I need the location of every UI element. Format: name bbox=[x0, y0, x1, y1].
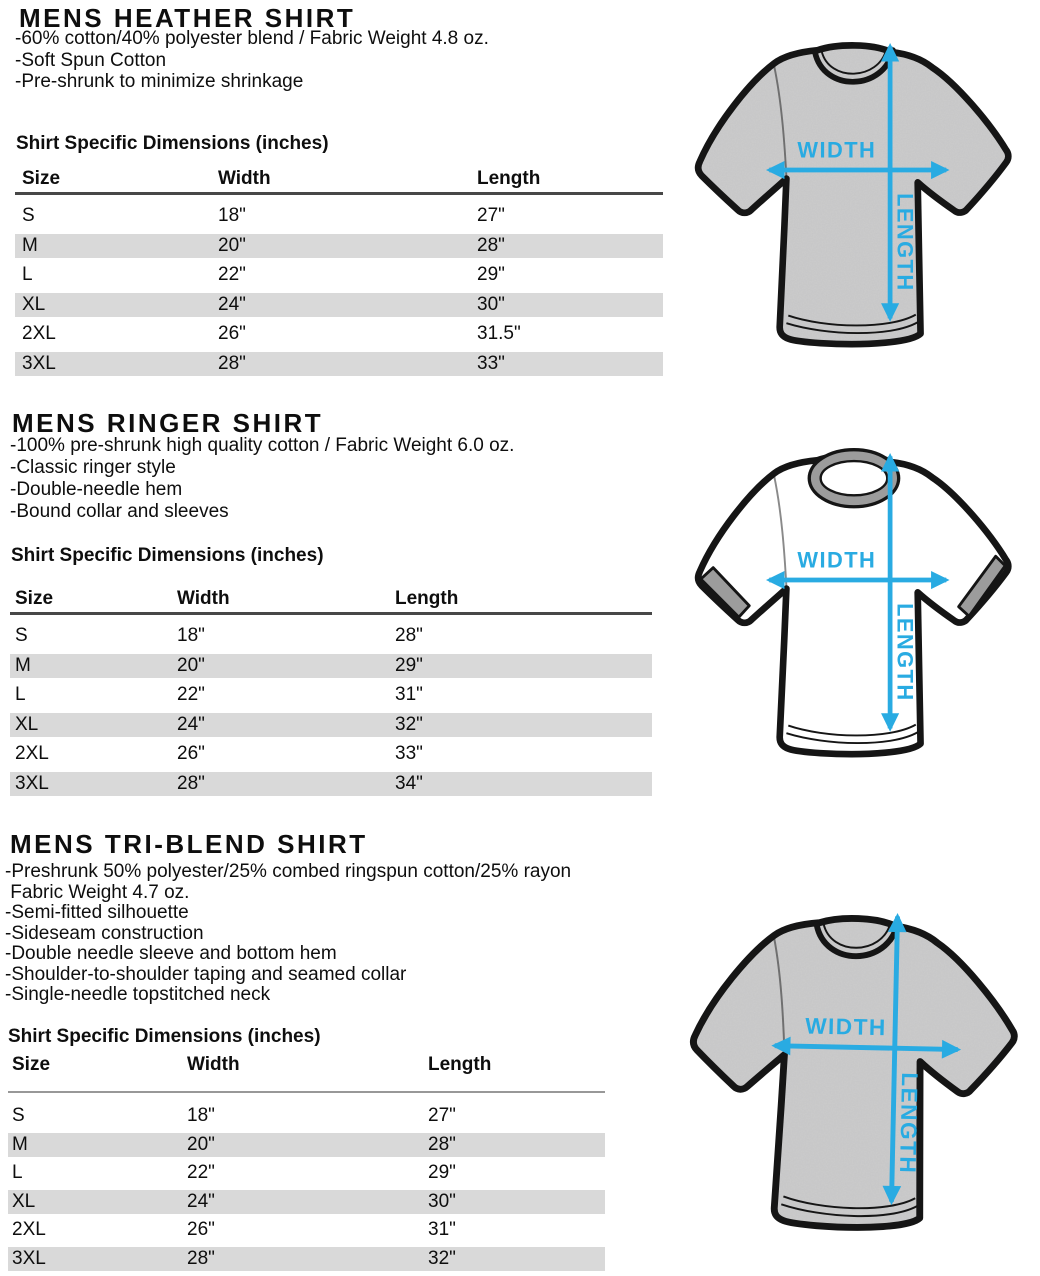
table-row bbox=[10, 624, 652, 648]
bullet-line: -Sideseam construction bbox=[5, 922, 204, 944]
table-cell: 3XL bbox=[22, 352, 56, 374]
col-header-width: Width bbox=[187, 1053, 240, 1075]
table-row bbox=[15, 352, 663, 376]
table-cell: 29" bbox=[477, 264, 505, 285]
table-cell: 24" bbox=[218, 293, 246, 315]
table-cell: 30" bbox=[477, 293, 505, 315]
section-title: MENS RINGER SHIRT bbox=[12, 408, 324, 438]
col-header-width: Width bbox=[218, 167, 271, 189]
heather-texture bbox=[672, 886, 1034, 1250]
table-header-row bbox=[8, 1051, 605, 1078]
table-cell: L bbox=[22, 264, 33, 285]
table-cell: 26" bbox=[218, 323, 246, 344]
table-row bbox=[8, 1190, 605, 1214]
heather-texture bbox=[682, 14, 1024, 366]
table-body bbox=[15, 204, 663, 376]
bullet-line: -Preshrunk 50% polyester/25% combed ringspun cotton/25% rayon bbox=[5, 861, 572, 882]
table-cell: 27" bbox=[428, 1105, 456, 1126]
table-cell: 26" bbox=[187, 1219, 215, 1241]
header-rule bbox=[8, 1091, 605, 1093]
table-cell: 20" bbox=[177, 654, 205, 676]
table-body bbox=[10, 624, 652, 796]
table-cell: M bbox=[15, 654, 31, 676]
section-title: MENS TRI-BLEND SHIRT bbox=[10, 829, 368, 859]
table-cell: L bbox=[12, 1162, 23, 1184]
length-label: LENGTH bbox=[894, 1072, 923, 1175]
bullet-list bbox=[10, 435, 514, 523]
table-cell: M bbox=[22, 234, 38, 256]
shirt-group bbox=[672, 886, 1034, 1250]
table-cell: S bbox=[12, 1105, 25, 1126]
bullet-line: -Pre-shrunk to minimize shrinkage bbox=[15, 71, 304, 92]
bullet-line: -Soft Spun Cotton bbox=[15, 49, 167, 71]
size-table bbox=[8, 1051, 605, 1276]
header-rule bbox=[10, 612, 652, 615]
table-cell: 27" bbox=[477, 205, 505, 226]
table-cell: S bbox=[22, 205, 35, 226]
table-cell: 2XL bbox=[12, 1219, 46, 1241]
table-cell: 32" bbox=[428, 1247, 456, 1269]
table-cell: 31.5" bbox=[477, 323, 521, 344]
length-label: LENGTH bbox=[892, 193, 918, 292]
bullet-line: Fabric Weight 4.7 oz. bbox=[5, 881, 190, 903]
table-row bbox=[15, 322, 663, 346]
section-title: MENS HEATHER SHIRT bbox=[19, 3, 356, 33]
table-cell: 28" bbox=[177, 772, 205, 794]
length-label: LENGTH bbox=[892, 603, 918, 702]
bullet-line: -Double-needle hem bbox=[10, 479, 183, 500]
table-cell: XL bbox=[22, 293, 46, 315]
table-row bbox=[10, 654, 652, 678]
table-cell: 24" bbox=[187, 1190, 215, 1212]
table-row bbox=[8, 1133, 605, 1157]
table-cell: 28" bbox=[218, 352, 246, 374]
table-row bbox=[15, 234, 663, 258]
table-cell: 20" bbox=[218, 234, 246, 256]
table-row bbox=[8, 1104, 605, 1128]
bullet-line: -Single-needle topstitched neck bbox=[5, 984, 271, 1005]
col-header-length: Length bbox=[428, 1053, 492, 1075]
table-row bbox=[10, 683, 652, 707]
table-cell: S bbox=[15, 625, 28, 646]
dimensions-heading: Shirt Specific Dimensions (inches) bbox=[8, 1026, 321, 1047]
table-cell: XL bbox=[12, 1190, 36, 1212]
table-cell: 30" bbox=[428, 1190, 456, 1212]
width-label: WIDTH bbox=[797, 547, 877, 573]
width-label: WIDTH bbox=[797, 137, 877, 163]
table-cell: 29" bbox=[395, 654, 423, 676]
table-cell: 18" bbox=[187, 1105, 215, 1126]
table-cell: 32" bbox=[395, 713, 423, 735]
table-cell: 26" bbox=[177, 743, 205, 764]
col-header-size: Size bbox=[15, 587, 54, 609]
table-cell: 22" bbox=[187, 1162, 215, 1184]
table-cell: M bbox=[12, 1133, 28, 1155]
table-cell: 24" bbox=[177, 713, 205, 735]
table-cell: 2XL bbox=[22, 323, 56, 344]
table-cell: XL bbox=[15, 713, 39, 735]
bullet-line: -Classic ringer style bbox=[10, 457, 176, 478]
col-header-size: Size bbox=[22, 167, 61, 189]
table-cell: 28" bbox=[428, 1133, 456, 1155]
table-cell: 28" bbox=[187, 1247, 215, 1269]
table-cell: 2XL bbox=[15, 743, 49, 764]
table-row bbox=[8, 1218, 605, 1242]
col-header-length: Length bbox=[477, 167, 541, 189]
table-cell: 34" bbox=[395, 772, 423, 794]
table-cell: 20" bbox=[187, 1133, 215, 1155]
table-cell: 31" bbox=[395, 684, 423, 705]
col-header-size: Size bbox=[12, 1053, 51, 1075]
table-row bbox=[10, 713, 652, 737]
table-cell: 28" bbox=[395, 625, 423, 646]
table-row bbox=[10, 742, 652, 766]
table-cell: 31" bbox=[428, 1219, 456, 1241]
dimensions-heading: Shirt Specific Dimensions (inches) bbox=[16, 133, 329, 154]
table-row bbox=[15, 204, 663, 228]
header-rule bbox=[15, 192, 663, 195]
ringer-shirt-diagram bbox=[676, 424, 1030, 776]
table-body bbox=[8, 1104, 605, 1271]
size-table bbox=[15, 165, 663, 381]
bullet-list bbox=[15, 28, 489, 93]
size-table bbox=[10, 585, 652, 801]
table-cell: L bbox=[15, 684, 26, 705]
table-cell: 33" bbox=[395, 743, 423, 764]
table-cell: 33" bbox=[477, 352, 505, 374]
bullet-line: -Bound collar and sleeves bbox=[10, 501, 229, 522]
table-cell: 3XL bbox=[12, 1247, 46, 1269]
bullet-line: -Semi-fitted silhouette bbox=[5, 902, 189, 923]
table-header-row bbox=[10, 585, 652, 612]
table-cell: 22" bbox=[177, 684, 205, 705]
table-cell: 3XL bbox=[15, 772, 49, 794]
table-cell: 28" bbox=[477, 234, 505, 256]
bullet-line: -60% cotton/40% polyester blend / Fabric Weight 4.8 oz. bbox=[15, 28, 489, 49]
dimensions-heading: Shirt Specific Dimensions (inches) bbox=[11, 545, 324, 566]
col-header-width: Width bbox=[177, 587, 230, 609]
width-label: WIDTH bbox=[805, 1013, 887, 1041]
table-row bbox=[8, 1247, 605, 1271]
tri-blend-shirt-diagram bbox=[670, 886, 1036, 1250]
bullet-line: -Shoulder-to-shoulder taping and seamed collar bbox=[5, 963, 407, 985]
bullet-line: -Double needle sleeve and bottom hem bbox=[5, 943, 337, 964]
table-cell: 18" bbox=[218, 205, 246, 226]
table-cell: 18" bbox=[177, 625, 205, 646]
table-row bbox=[15, 293, 663, 317]
bullet-list bbox=[5, 862, 571, 1006]
heather-shirt-diagram bbox=[676, 14, 1030, 366]
col-header-length: Length bbox=[395, 587, 459, 609]
table-row bbox=[10, 772, 652, 796]
table-row bbox=[8, 1161, 605, 1185]
bullet-line: -100% pre-shrunk high quality cotton / Fabric Weight 6.0 oz. bbox=[10, 435, 515, 456]
table-cell: 29" bbox=[428, 1162, 456, 1184]
table-row bbox=[15, 263, 663, 287]
table-cell: 22" bbox=[218, 264, 246, 285]
table-header-row bbox=[15, 165, 663, 192]
